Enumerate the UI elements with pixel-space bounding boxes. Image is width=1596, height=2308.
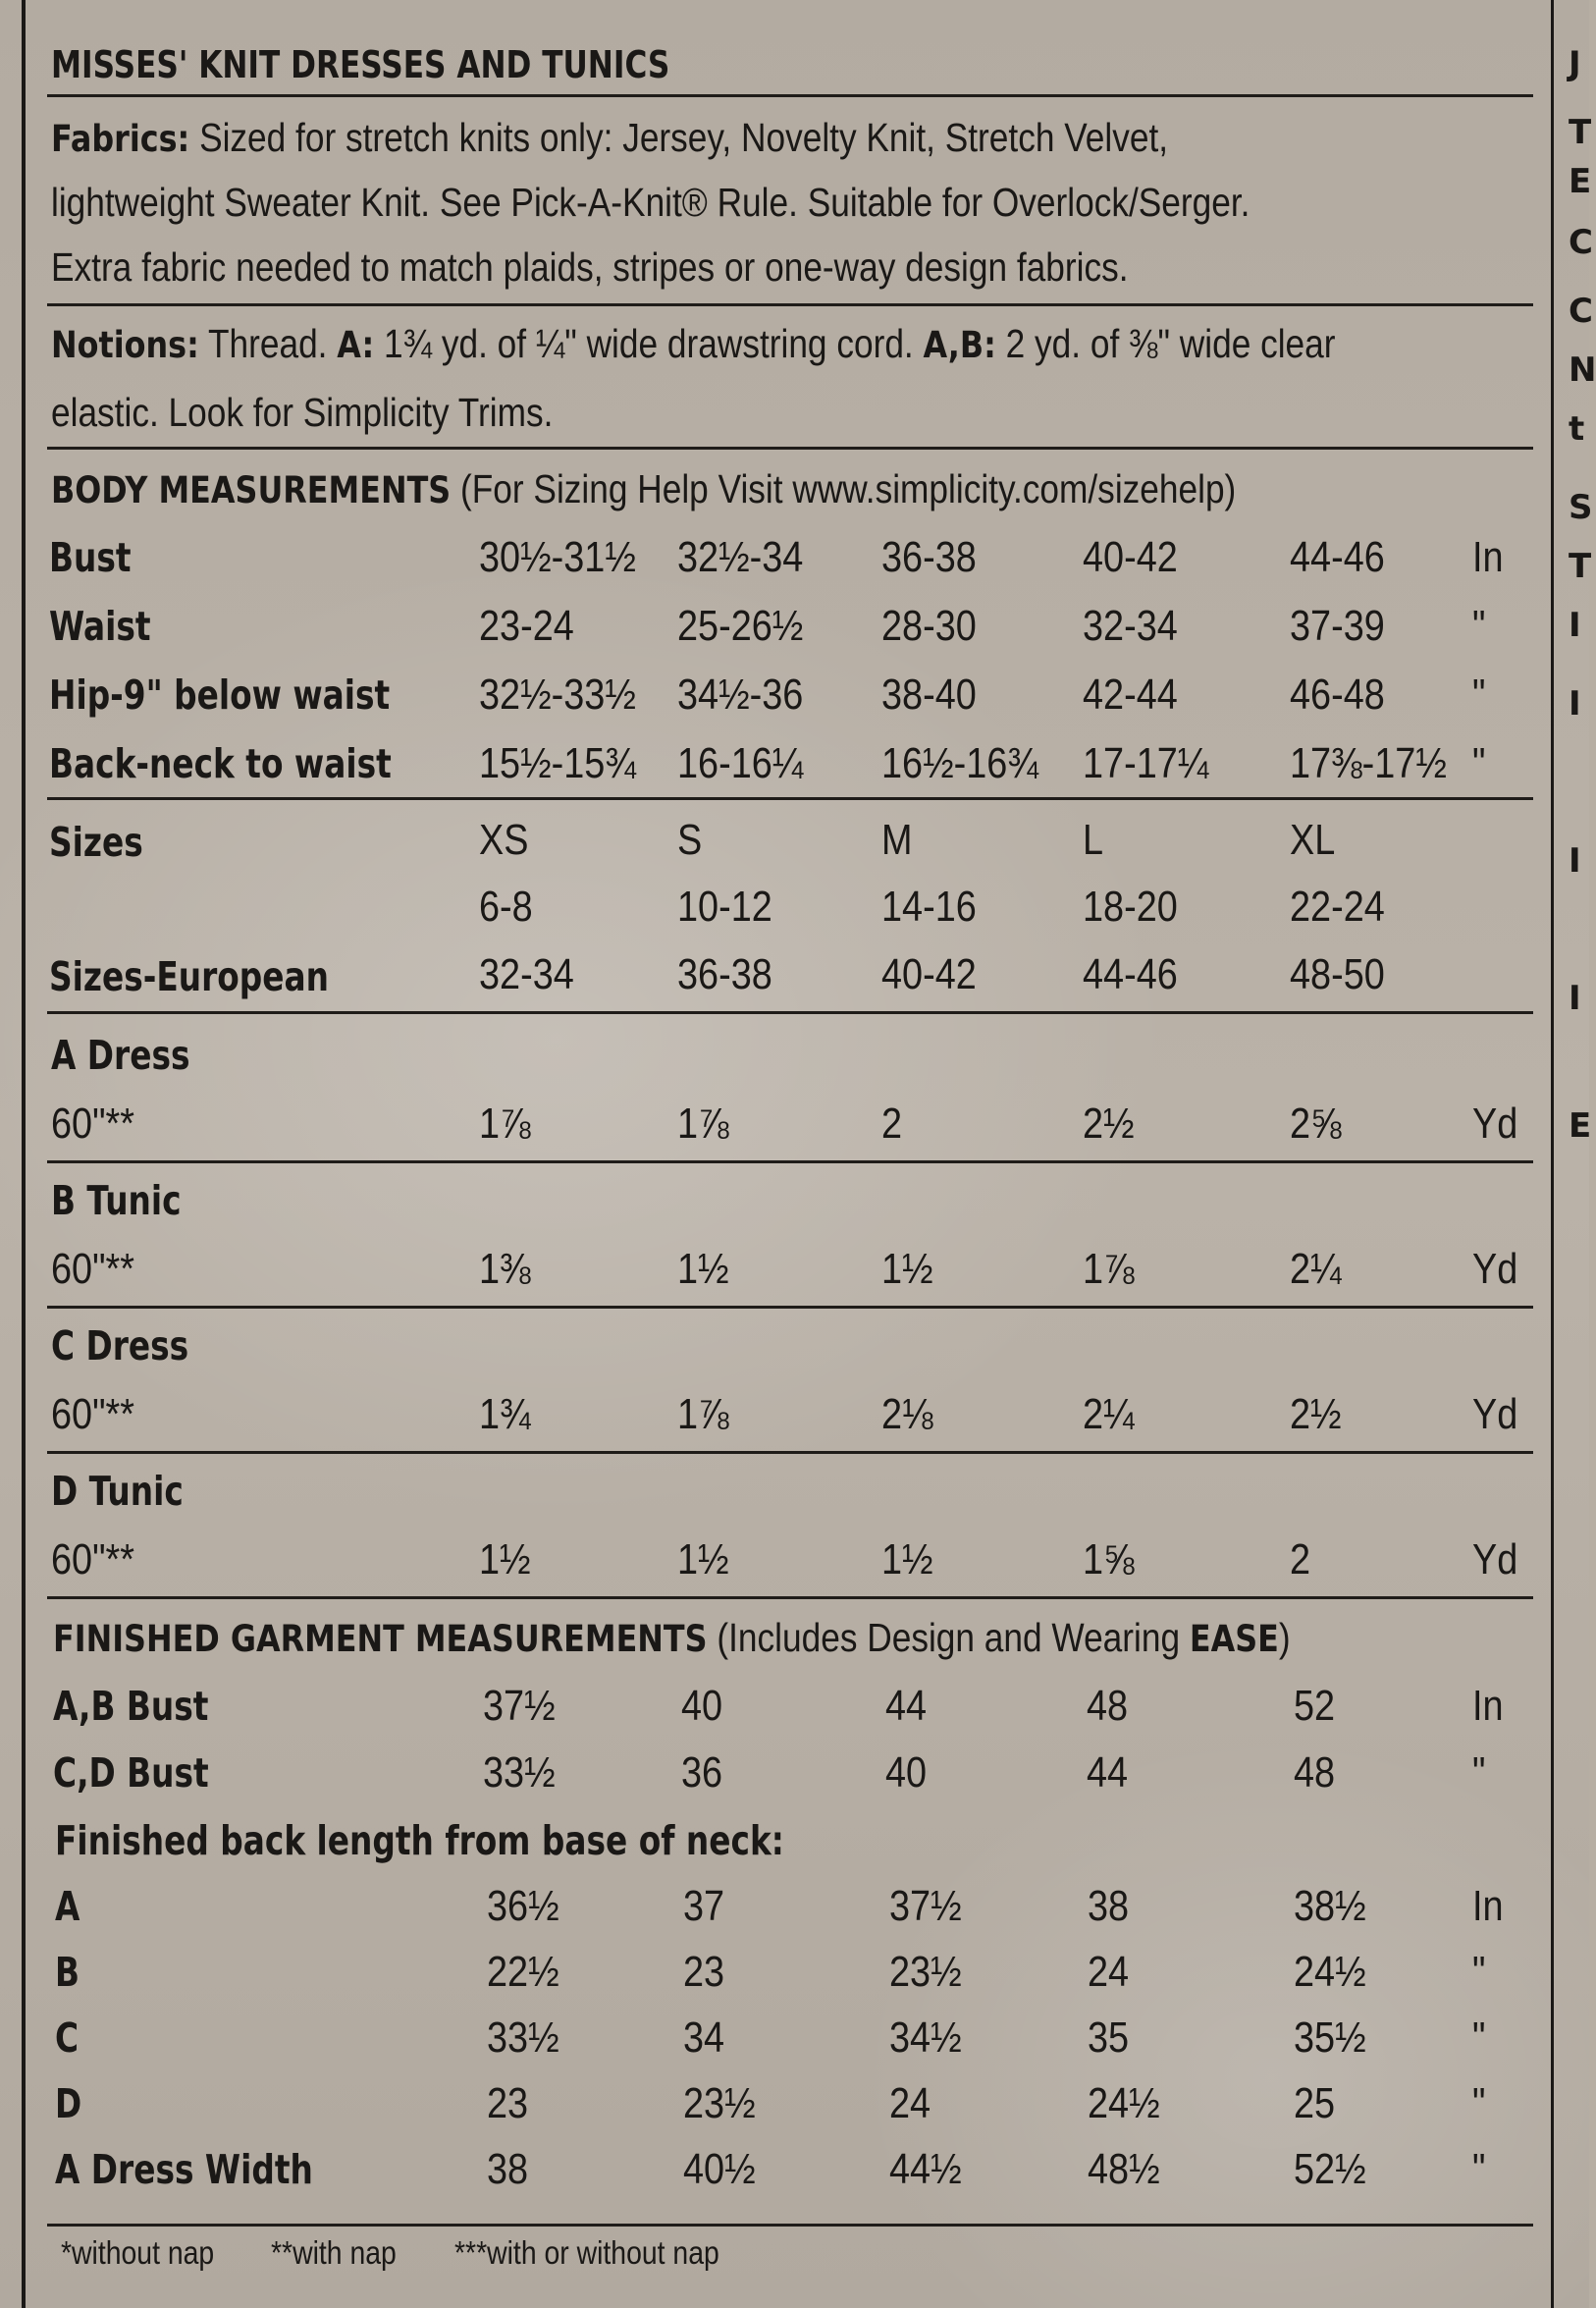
left-border-line <box>22 0 26 2308</box>
measurement-value: 36-38 <box>881 533 977 581</box>
unit-label: In <box>1472 1682 1504 1730</box>
finished-bust-value: 36 <box>681 1748 723 1797</box>
measurement-value: 46-48 <box>1290 671 1385 719</box>
fabric-width: 60"** <box>51 1390 134 1438</box>
size-letter: XL <box>1290 816 1336 864</box>
yardage-value: 1⅞ <box>677 1100 729 1148</box>
finished-bust-value: 52 <box>1294 1682 1336 1730</box>
measurement-value: 34½-36 <box>677 671 804 719</box>
divider <box>47 303 1533 306</box>
size-european: 44-46 <box>1083 950 1178 998</box>
yardage-value: 1⅞ <box>1083 1245 1135 1293</box>
notions-line-1: Notions: Thread. A: 1¾ yd. of ¼" wide drawstring cord. A,B: 2 yd. of ⅜" wide clear <box>51 321 1336 366</box>
unit-label: In <box>1472 533 1504 581</box>
yardage-value: 2½ <box>1083 1100 1135 1148</box>
back-length-value: 24½ <box>1294 1948 1366 1996</box>
notions-line-2: elastic. Look for Simplicity Trims. <box>51 390 554 435</box>
back-length-heading: Finished back length from base of neck: <box>55 1817 784 1864</box>
unit-label: " <box>1472 671 1486 719</box>
back-length-label: A Dress Width <box>55 2146 313 2193</box>
size-letter: XS <box>479 816 529 864</box>
divider <box>47 447 1533 450</box>
size-number: 18-20 <box>1083 883 1178 931</box>
size-european: 40-42 <box>881 950 977 998</box>
fabric-width: 60"** <box>51 1100 134 1148</box>
right-border-line <box>1551 0 1554 2308</box>
size-number: 14-16 <box>881 883 977 931</box>
measurement-value: 16-16¼ <box>677 739 804 787</box>
finished-bust-label: A,B Bust <box>53 1683 209 1730</box>
back-length-value: 38 <box>1088 1882 1130 1930</box>
fabrics-line-2: lightweight Sweater Knit. See Pick-A-Knit® Rule. Suitable for Overlock/Serger. <box>51 180 1250 225</box>
back-length-value: 38½ <box>1294 1882 1366 1930</box>
view-label: C Dress <box>51 1322 189 1369</box>
back-length-value: 37 <box>683 1882 725 1930</box>
edge-letter: S <box>1569 488 1593 527</box>
unit-label: " <box>1472 739 1486 787</box>
finished-bust-label: C,D Bust <box>53 1749 209 1797</box>
finished-bust-value: 37½ <box>483 1682 556 1730</box>
fabric-width: 60"** <box>51 1535 134 1583</box>
finished-bust-value: 40 <box>885 1748 928 1797</box>
divider <box>47 1011 1533 1014</box>
back-length-value: 44½ <box>889 2145 962 2193</box>
yardage-value: 2¼ <box>1290 1245 1342 1293</box>
measurement-value: 38-40 <box>881 671 977 719</box>
edge-letter: J <box>1569 44 1581 83</box>
yardage-value: 1⅝ <box>1083 1535 1135 1583</box>
size-european: 32-34 <box>479 950 574 998</box>
finished-bust-value: 40 <box>681 1682 723 1730</box>
unit-label: Yd <box>1472 1100 1518 1148</box>
measurement-value: 16½-16¾ <box>881 739 1038 787</box>
back-length-value: 25 <box>1294 2079 1336 2127</box>
finished-bust-value: 44 <box>885 1682 928 1730</box>
yardage-value: 1½ <box>677 1245 729 1293</box>
measurement-value: 40-42 <box>1083 533 1178 581</box>
unit-label: Yd <box>1472 1535 1518 1583</box>
size-letter: M <box>881 816 913 864</box>
unit-label: " <box>1472 2145 1486 2193</box>
measurement-value: 44-46 <box>1290 533 1385 581</box>
size-number: 6-8 <box>479 883 533 931</box>
edge-letter: I <box>1569 606 1581 645</box>
size-letter: L <box>1083 816 1104 864</box>
footnote-with-nap: **with nap <box>271 2234 397 2271</box>
edge-letter: E <box>1569 162 1592 201</box>
view-label: A Dress <box>51 1032 190 1079</box>
size-number: 10-12 <box>677 883 772 931</box>
divider <box>47 2224 1533 2227</box>
unit-label: " <box>1472 2013 1486 2062</box>
back-length-value: 40½ <box>683 2145 756 2193</box>
back-length-value: 22½ <box>487 1948 559 1996</box>
back-length-value: 36½ <box>487 1882 559 1930</box>
yardage-value: 1½ <box>677 1535 729 1583</box>
edge-letter: C <box>1569 292 1593 331</box>
measurement-value: 37-39 <box>1290 602 1385 650</box>
back-length-value: 34½ <box>889 2013 962 2062</box>
view-label: D Tunic <box>51 1468 184 1515</box>
back-length-value: 24½ <box>1088 2079 1160 2127</box>
yardage-value: 1⅞ <box>677 1390 729 1438</box>
unit-label: " <box>1472 602 1486 650</box>
page-title: MISSES' KNIT DRESSES AND TUNICS <box>51 43 670 86</box>
sizehelp-note: (For Sizing Help Visit www.simplicity.com/sizehelp) <box>460 466 1237 511</box>
yardage-value: 2 <box>881 1100 903 1148</box>
unit-label: " <box>1472 1748 1486 1797</box>
size-number: 22-24 <box>1290 883 1385 931</box>
back-length-value: 23½ <box>889 1948 962 1996</box>
view-label: B Tunic <box>51 1177 182 1224</box>
fabrics-label: Fabrics: <box>51 118 190 160</box>
yardage-value: 2½ <box>1290 1390 1342 1438</box>
footnote-with-or-without-nap: ***with or without nap <box>454 2234 719 2271</box>
back-length-label: C <box>55 2014 80 2062</box>
unit-label: " <box>1472 2079 1486 2127</box>
notions-label: Notions: <box>51 324 199 366</box>
back-length-value: 48½ <box>1088 2145 1160 2193</box>
divider <box>47 94 1533 97</box>
finished-measurements-heading: FINISHED GARMENT MEASUREMENTS (Includes Design and Wearing EASE) <box>53 1615 1291 1660</box>
back-length-value: 24 <box>889 2079 931 2127</box>
measurement-value: 30½-31½ <box>479 533 636 581</box>
back-length-label: A <box>55 1883 80 1930</box>
unit-label: In <box>1472 1882 1504 1930</box>
back-length-value: 24 <box>1088 1948 1130 1996</box>
back-length-value: 35 <box>1088 2013 1130 2062</box>
divider <box>47 1596 1533 1599</box>
fabrics-line-3: Extra fabric needed to match plaids, stripes or one-way design fabrics. <box>51 244 1129 290</box>
size-european: 36-38 <box>677 950 772 998</box>
yardage-value: 1½ <box>479 1535 531 1583</box>
yardage-value: 1½ <box>881 1535 933 1583</box>
measurement-label: Back-neck to waist <box>49 740 392 787</box>
unit-label: " <box>1472 1948 1486 1996</box>
yardage-value: 1¾ <box>479 1390 531 1438</box>
measurement-value: 23-24 <box>479 602 574 650</box>
edge-letter: E <box>1569 1106 1592 1146</box>
edge-letter: I <box>1569 841 1581 881</box>
back-length-value: 38 <box>487 2145 529 2193</box>
measurement-label: Waist <box>49 603 151 650</box>
ease-label: EASE <box>1189 1618 1279 1660</box>
finished-bust-value: 48 <box>1087 1682 1129 1730</box>
yardage-value: 2⅛ <box>881 1390 933 1438</box>
measurement-label: Hip-9" below waist <box>49 671 391 719</box>
edge-letter: T <box>1569 113 1592 152</box>
sizes-european-label: Sizes-European <box>49 953 330 1000</box>
measurement-value: 32½-34 <box>677 533 804 581</box>
size-letter: S <box>677 816 703 864</box>
unit-label: Yd <box>1472 1245 1518 1293</box>
measurement-value: 25-26½ <box>677 602 804 650</box>
measurement-value: 32½-33½ <box>479 671 636 719</box>
view-ab-label: A,B: <box>923 324 996 366</box>
measurement-value: 28-30 <box>881 602 977 650</box>
back-length-value: 52½ <box>1294 2145 1366 2193</box>
unit-label: Yd <box>1472 1390 1518 1438</box>
back-length-value: 35½ <box>1294 2013 1366 2062</box>
back-length-value: 37½ <box>889 1882 962 1930</box>
measurement-value: 17⅜-17½ <box>1290 739 1447 787</box>
edge-letter: N <box>1569 350 1596 390</box>
yardage-value: 2¼ <box>1083 1390 1135 1438</box>
fabrics-line-1 <box>51 115 1169 160</box>
edge-letter: I <box>1569 684 1581 724</box>
size-european: 48-50 <box>1290 950 1385 998</box>
sizes-label: Sizes <box>49 819 143 866</box>
measurement-label: Bust <box>49 534 132 581</box>
finished-bust-value: 33½ <box>483 1748 556 1797</box>
edge-letter: I <box>1569 979 1581 1018</box>
footnote-without-nap: *without nap <box>61 2234 215 2271</box>
back-length-value: 33½ <box>487 2013 559 2062</box>
back-length-value: 23½ <box>683 2079 756 2127</box>
finished-bust-value: 44 <box>1087 1748 1129 1797</box>
finished-bust-value: 48 <box>1294 1748 1336 1797</box>
body-measurements-heading: BODY MEASUREMENTS (For Sizing Help Visit www.simplicity.com/sizehelp) <box>51 466 1237 511</box>
divider <box>47 1160 1533 1163</box>
back-length-label: D <box>55 2080 82 2127</box>
divider <box>47 1451 1533 1454</box>
back-length-value: 23 <box>683 1948 725 1996</box>
divider <box>47 1306 1533 1309</box>
yardage-value: 1½ <box>881 1245 933 1293</box>
yardage-value: 2⅝ <box>1290 1100 1342 1148</box>
back-length-value: 34 <box>683 2013 725 2062</box>
yardage-value: 1⅞ <box>479 1100 531 1148</box>
edge-letter: t <box>1569 409 1585 449</box>
measurement-value: 15½-15¾ <box>479 739 636 787</box>
view-a-label: A: <box>337 324 375 366</box>
measurement-value: 42-44 <box>1083 671 1178 719</box>
fabric-width: 60"** <box>51 1245 134 1293</box>
divider <box>47 797 1533 800</box>
back-length-label: B <box>55 1949 80 1996</box>
yardage-value: 1⅜ <box>479 1245 531 1293</box>
yardage-value: 2 <box>1290 1535 1311 1583</box>
edge-letter: T <box>1569 547 1592 586</box>
measurement-value: 32-34 <box>1083 602 1178 650</box>
fabrics-text-1: Sized for stretch knits only: Jersey, Novelty Knit, Stretch Velvet, <box>199 115 1169 160</box>
edge-letter: C <box>1569 223 1593 262</box>
measurement-value: 17-17¼ <box>1083 739 1209 787</box>
back-length-value: 23 <box>487 2079 529 2127</box>
